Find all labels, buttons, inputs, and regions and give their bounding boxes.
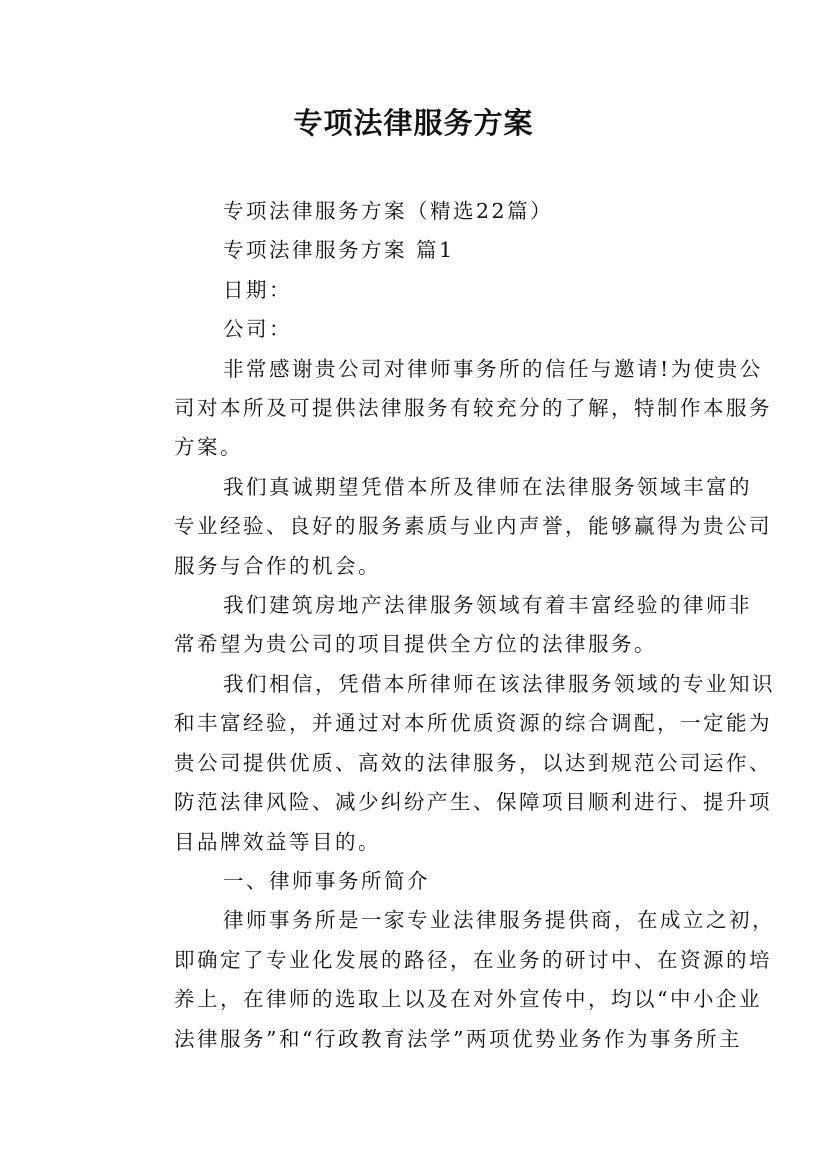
paragraph-real-estate xyxy=(125,586,752,665)
paragraph-company xyxy=(125,310,705,349)
paragraph-intro-thanks xyxy=(125,350,772,468)
paragraph-belief xyxy=(125,665,775,862)
text-line: 服务与合作的机会。 xyxy=(174,553,381,578)
text-line: 即确定了专业化发展的路径，在业务的研讨中、在资源的培 xyxy=(174,947,772,972)
text-line: 专项法律服务方案 篇1 xyxy=(223,238,455,263)
text-line: 养上，在律师的选取上以及在对外宣传中，均以“中小企业 xyxy=(174,987,762,1012)
document-body xyxy=(125,192,775,1059)
text-line: 我们相信，凭借本所律师在该法律服务领域的专业知识 xyxy=(223,671,775,696)
text-line: 方案。 xyxy=(174,435,243,460)
paragraph-firm-description xyxy=(125,901,775,1059)
text-line: 防范法律风险、减少纠纷产生、保障项目顺利进行、提升项 xyxy=(174,790,772,815)
text-line: 我们真诚期望凭借本所及律师在法律服务领域丰富的 xyxy=(223,474,752,499)
text-line: 专项法律服务方案（精选22篇） xyxy=(223,199,554,223)
text-line: 专业经验、良好的服务素质与业内声誉，能够赢得为贵公司 xyxy=(174,514,772,539)
text-line: 日期： xyxy=(223,277,292,302)
text-line: 法律服务”和“行政教育法学”两项优势业务作为事务所主 xyxy=(174,1026,742,1051)
text-line: 一、律师事务所简介 xyxy=(223,868,430,893)
paragraph-subtitle xyxy=(125,192,705,231)
text-line: 公司： xyxy=(223,317,292,342)
text-line: 目品牌效益等目的。 xyxy=(174,829,381,854)
text-line: 律师事务所是一家专业法律服务提供商，在成立之初， xyxy=(223,908,775,933)
paragraph-expectation xyxy=(125,468,772,586)
text-line: 常希望为贵公司的项目提供全方位的法律服务。 xyxy=(174,632,657,657)
paragraph-heading-firm-intro xyxy=(125,862,705,901)
text-line: 贵公司提供优质、高效的法律服务，以达到规范公司运作、 xyxy=(174,750,772,775)
text-line: 司对本所及可提供法律服务有较充分的了解，特制作本服务 xyxy=(174,396,772,421)
document-title: 专项法律服务方案 xyxy=(293,106,534,140)
text-line: 非常感谢贵公司对律师事务所的信任与邀请!为使贵公 xyxy=(223,356,763,381)
text-line: 和丰富经验，并通过对本所优质资源的综合调配，一定能为 xyxy=(174,711,772,736)
text-line: 我们建筑房地产法律服务领域有着丰富经验的律师非 xyxy=(223,593,752,618)
paragraph-date xyxy=(125,271,705,310)
paragraph-section-heading xyxy=(125,231,705,270)
